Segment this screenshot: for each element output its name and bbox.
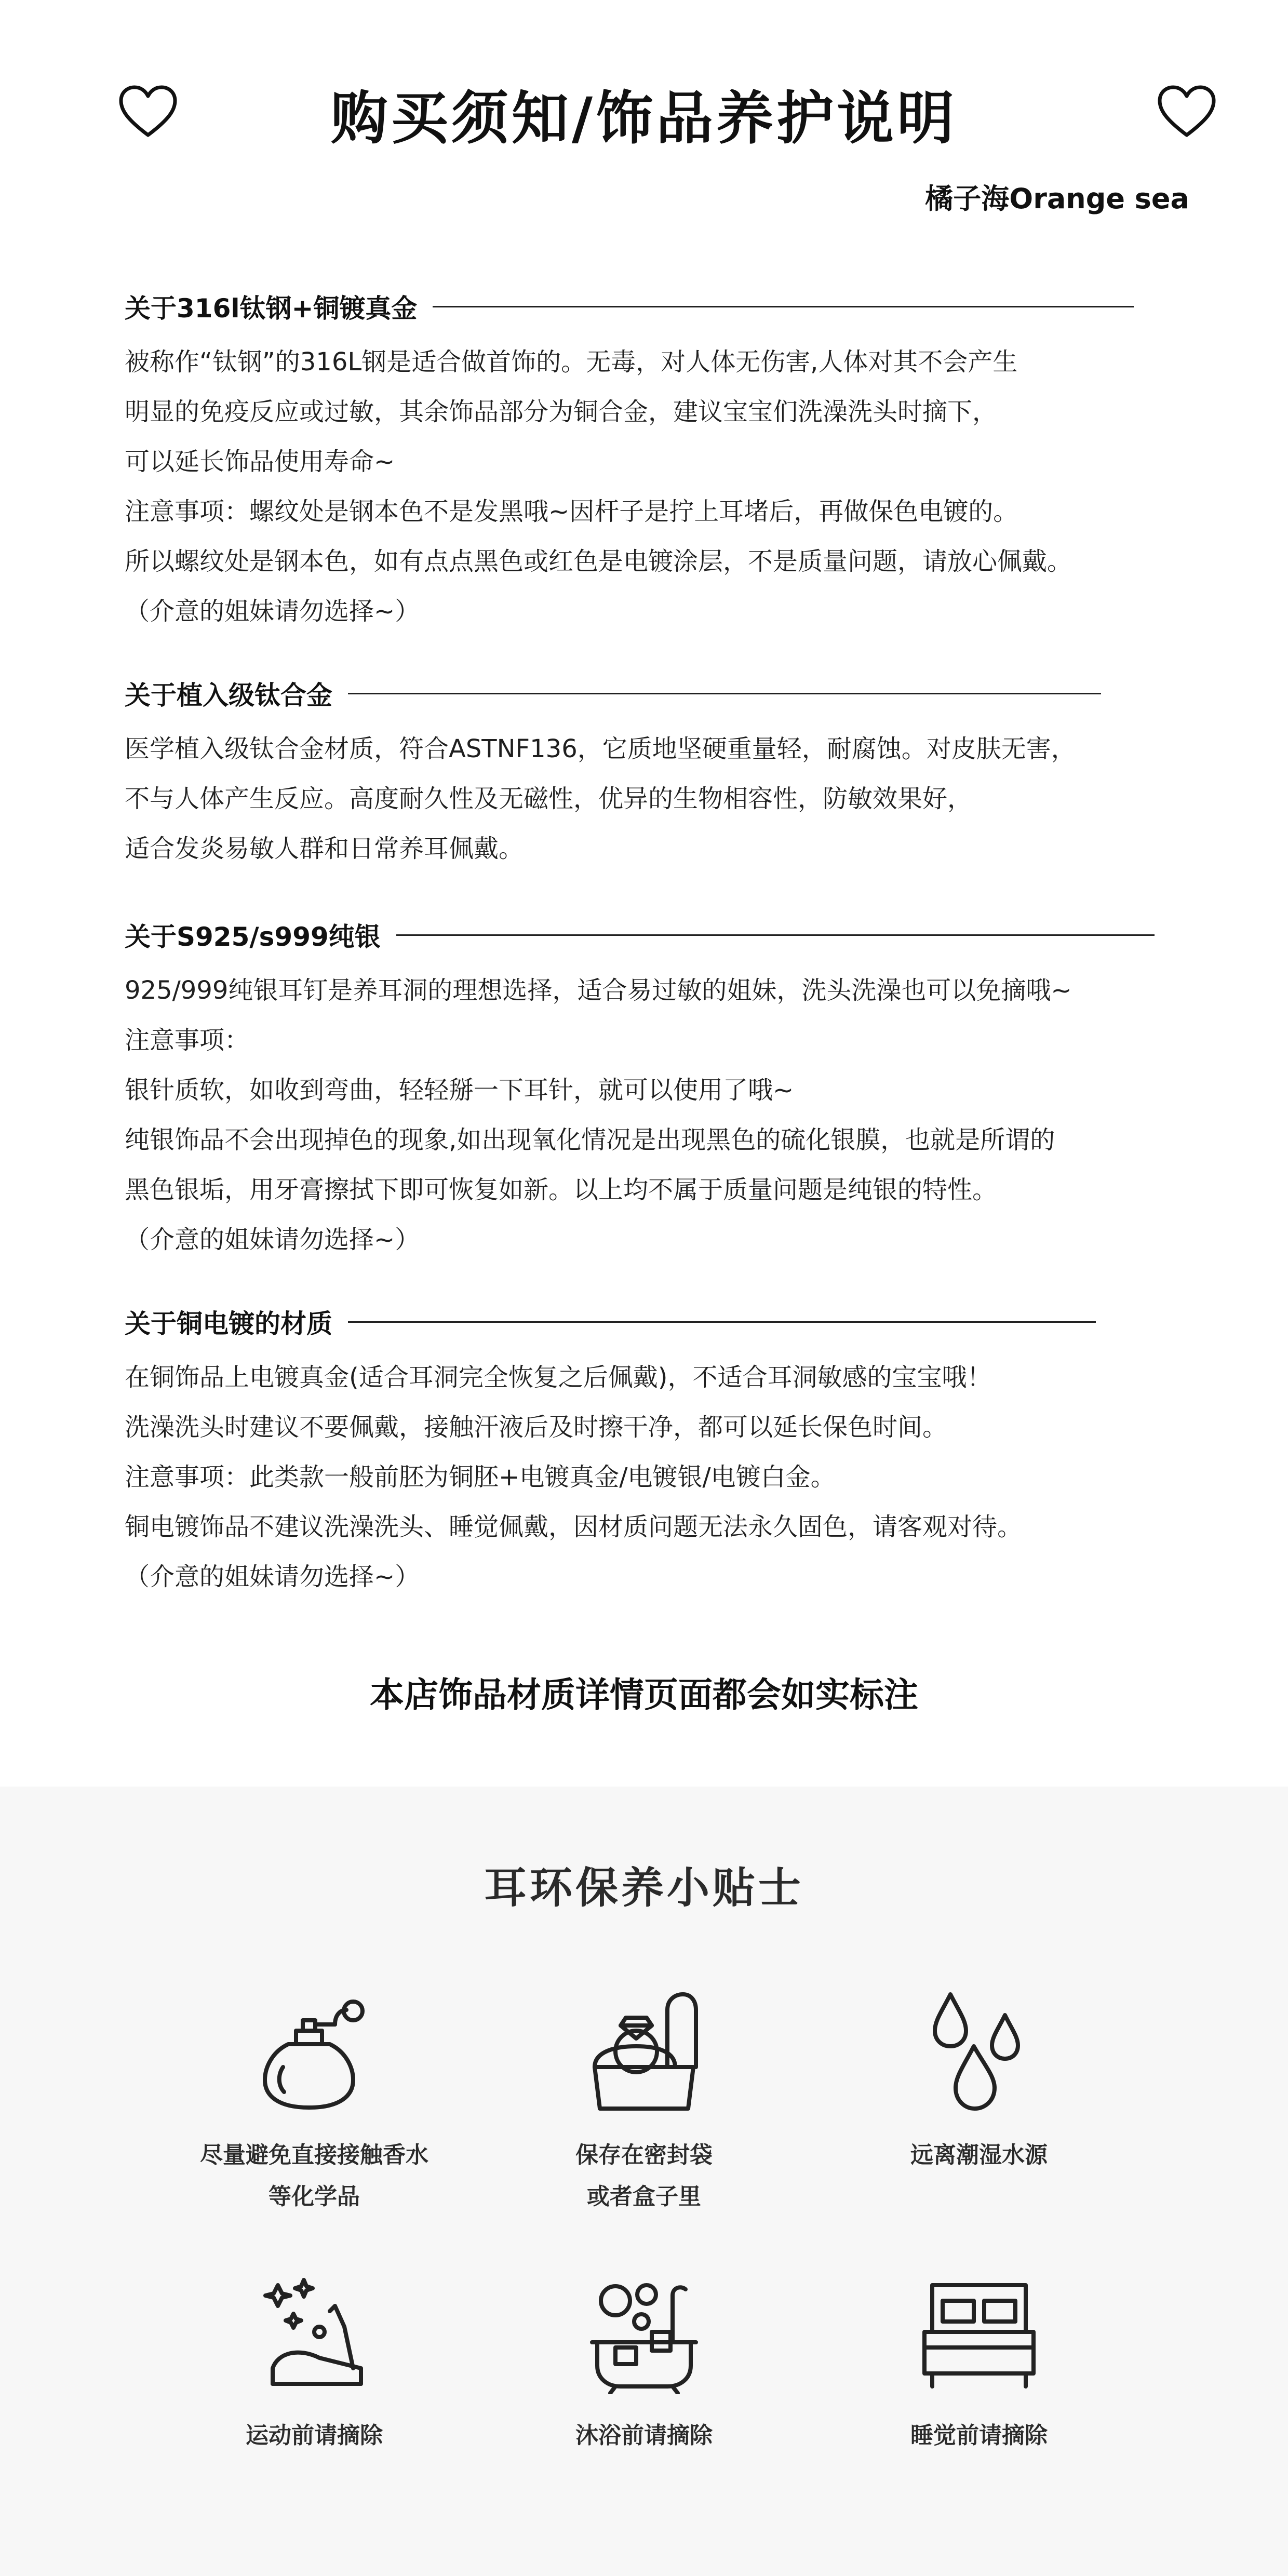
material-notice: 本店饰品材质详情页面都会如实标注 [370, 1675, 918, 1715]
section-titanium-alloy [125, 670, 1184, 874]
treadmill-icon [257, 2275, 371, 2394]
bed-icon [917, 2275, 1041, 2394]
text-line: 不与人体产生反应。高度耐久性及无磁性，优异的生物相容性，防敏效果好， [125, 784, 973, 813]
text-line: 925/999纯银耳钉是养耳洞的理想选择，适合易过敏的姐妹，洗头洗澡也可以免摘哦~ [125, 976, 1072, 1005]
care-tips-title: 耳环保养小贴士 [484, 1863, 804, 1913]
tip-label: 沐浴前请摘除 [575, 2422, 713, 2449]
perfume-bottle-icon [257, 1989, 371, 2114]
tip-label: 睡觉前请摘除 [910, 2422, 1048, 2449]
text-line: 在铜饰品上电镀真金(适合耳洞完全恢复之后佩戴)，不适合耳洞敏感的宝宝哦！ [125, 1363, 992, 1392]
text-line: 银针质软，如收到弯曲，轻轻掰一下耳针，就可以使用了哦~ [125, 1076, 794, 1105]
text-line: 黑色银垢，用牙膏擦拭下即可恢复如新。以上均不属于质量问题是纯银的特性。 [125, 1175, 998, 1204]
section-divider [348, 1321, 1096, 1323]
section-title: 关于S925/s999纯银 [125, 922, 381, 952]
section-copper-plating [125, 1298, 1184, 1602]
tip-label: 运动前请摘除 [246, 2422, 383, 2449]
text-line: 被称作“钛钢”的316L钢是适合做首饰的。无毒，对人体无伤害,人体对其不会产生 [125, 347, 1018, 377]
tip-label: 尽量避免直接接触香水 [200, 2142, 428, 2168]
tip-label: 保存在密封袋 [575, 2142, 713, 2168]
tip-bath [488, 2275, 800, 2457]
section-titanium-steel [125, 283, 1184, 636]
brand-name: 橘子海Orange sea [925, 182, 1189, 215]
page-title: 购买须知/饰品养护说明 [330, 85, 958, 152]
section-title: 关于铜电镀的材质 [125, 1309, 332, 1339]
text-line: 洗澡洗头时建议不要佩戴，接触汗液后及时擦干净，都可以延长保色时间。 [125, 1413, 948, 1442]
water-drops-icon [927, 1989, 1031, 2114]
text-line: 可以延长饰品使用寿命~ [125, 447, 395, 476]
tip-sleep [823, 2275, 1135, 2457]
text-line: 注意事项： [125, 1026, 250, 1055]
text-line: 注意事项：此类款一般前胚为铜胚+电镀真金/电镀银/电镀白金。 [125, 1463, 836, 1492]
tip-exercise [158, 2275, 470, 2457]
tip-label: 或者盒子里 [587, 2183, 701, 2210]
section-silver [125, 911, 1184, 1265]
tip-moisture [823, 1989, 1135, 2176]
bathtub-icon [584, 2275, 704, 2394]
text-line: （介意的姐妹请勿选择~） [125, 1225, 420, 1254]
section-title: 关于316l钛钢+铜镀真金 [125, 293, 418, 324]
text-line: （介意的姐妹请勿选择~） [125, 597, 420, 626]
section-divider [348, 693, 1101, 694]
text-line: 医学植入级钛合金材质，符合ASTNF136，它质地坚硬重量轻，耐腐蚀。对皮肤无害， [125, 734, 1076, 763]
text-line: 注意事项：螺纹处是钢本色不是发黑哦~因杆子是拧上耳堵后，再做保色电镀的。 [125, 497, 1018, 526]
tip-label: 等化学品 [269, 2183, 360, 2210]
tip-label: 远离潮湿水源 [910, 2142, 1048, 2168]
text-line: 所以螺纹处是钢本色，如有点点黑色或红色是电镀涂层，不是质量问题，请放心佩戴。 [125, 547, 1072, 576]
ring-box-icon [584, 1989, 704, 2114]
text-line: 明显的免疫反应或过敏，其余饰品部分为铜合金，建议宝宝们洗澡洗头时摘下， [125, 397, 998, 426]
tip-storage [488, 1989, 800, 2218]
text-line: 铜电镀饰品不建议洗澡洗头、睡觉佩戴，因材质问题无法永久固色，请客观对待。 [125, 1512, 1023, 1541]
text-line: 纯银饰品不会出现掉色的现象,如出现氧化情况是出现黑色的硫化银膜，也就是所谓的 [125, 1125, 1055, 1155]
heart-icon [1156, 83, 1218, 140]
text-line: （介意的姐妹请勿选择~） [125, 1562, 420, 1591]
tip-perfume [158, 1989, 470, 2218]
section-title: 关于植入级钛合金 [125, 680, 332, 710]
section-divider [433, 306, 1134, 307]
text-line: 适合发炎易敏人群和日常养耳佩戴。 [125, 834, 524, 863]
section-divider [396, 934, 1155, 936]
